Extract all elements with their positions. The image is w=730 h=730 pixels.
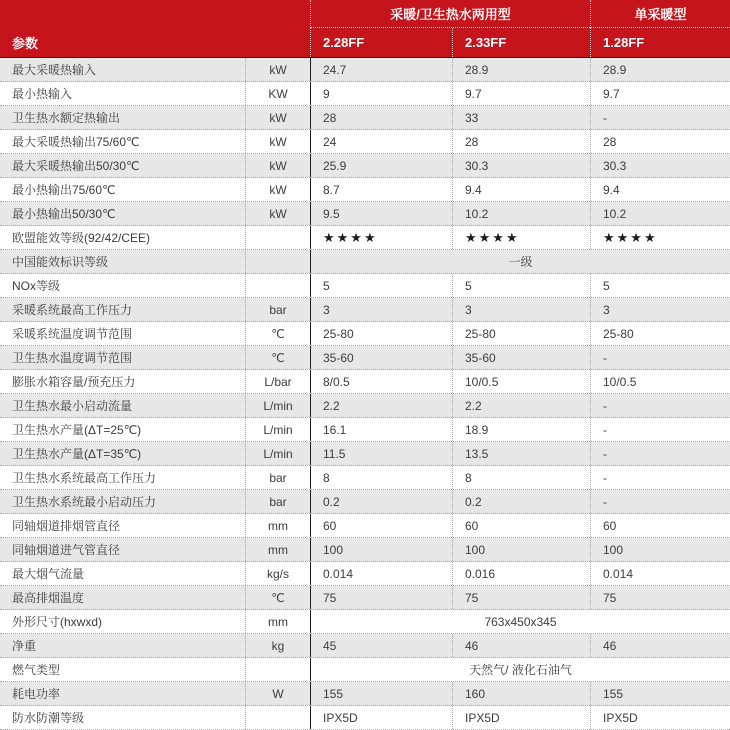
- spec-value: 9: [310, 82, 452, 105]
- unit-label: mm: [245, 538, 310, 561]
- spec-value: 60: [452, 514, 590, 537]
- param-label: 防水防潮等级: [12, 711, 85, 725]
- unit-label: ℃: [245, 322, 310, 345]
- spec-value: 46: [452, 634, 590, 657]
- param-label: 同轴烟道排烟管直径: [12, 519, 121, 533]
- spec-value: 0.016: [452, 562, 590, 585]
- spec-value: ★★★★: [590, 226, 730, 249]
- spec-row: [0, 346, 730, 370]
- model-header-2-33ff: 2.33FF: [452, 28, 590, 57]
- spec-value: 100: [452, 538, 590, 561]
- spec-value: 35-60: [452, 346, 590, 369]
- param-label: 最小热输入: [12, 87, 73, 101]
- spec-value: 13.5: [452, 442, 590, 465]
- param-label: 卫生热水额定热输出: [12, 111, 121, 125]
- param-label: 卫生热水系统最小启动压力: [12, 495, 157, 509]
- spec-value: 24: [310, 130, 452, 153]
- param-label: 采暖系统最高工作压力: [12, 303, 133, 317]
- unit-label: kg/s: [245, 562, 310, 585]
- spec-value: 9.7: [590, 82, 730, 105]
- spec-value: -: [590, 346, 730, 369]
- spec-row: [0, 82, 730, 106]
- unit-label: [245, 658, 310, 681]
- spec-value: 100: [310, 538, 452, 561]
- unit-label: KW: [245, 82, 310, 105]
- spec-value: 75: [590, 586, 730, 609]
- spec-value: IPX5D: [590, 706, 730, 729]
- spec-value: 10.2: [452, 202, 590, 225]
- spec-value: 0.2: [452, 490, 590, 513]
- param-column-header: 参数: [12, 36, 39, 51]
- spec-value-spanned: 天然气/ 液化石油气: [310, 658, 730, 681]
- param-label: 同轴烟道进气管直径: [12, 543, 121, 557]
- spec-value: 10/0.5: [590, 370, 730, 393]
- unit-label: kW: [245, 58, 310, 81]
- spec-row: [0, 514, 730, 538]
- unit-label: kW: [245, 154, 310, 177]
- unit-label: L/min: [245, 418, 310, 441]
- spec-value: -: [590, 490, 730, 513]
- spec-row: [0, 586, 730, 610]
- param-label: 卫生热水产量(ΔT=35℃): [12, 447, 142, 461]
- unit-label: ℃: [245, 586, 310, 609]
- unit-label: [245, 706, 310, 729]
- param-label: 燃气类型: [12, 663, 61, 677]
- spec-value: 9.5: [310, 202, 452, 225]
- spec-value: 28: [310, 106, 452, 129]
- spec-value: 3: [452, 298, 590, 321]
- param-label: 净重: [12, 639, 37, 653]
- param-label: 膨胀水箱容量/预充压力: [12, 375, 136, 389]
- unit-label: [245, 250, 310, 273]
- unit-label: L/bar: [245, 370, 310, 393]
- spec-value-spanned: 一级: [310, 250, 730, 273]
- spec-value: 8: [452, 466, 590, 489]
- spec-value: 28: [590, 130, 730, 153]
- spec-row: [0, 130, 730, 154]
- spec-value: 30.3: [590, 154, 730, 177]
- spec-value: 11.5: [310, 442, 452, 465]
- spec-row: [0, 250, 730, 274]
- spec-value: -: [590, 466, 730, 489]
- unit-label: W: [245, 682, 310, 705]
- spec-value: 9.4: [590, 178, 730, 201]
- spec-value: IPX5D: [452, 706, 590, 729]
- spec-row: [0, 490, 730, 514]
- unit-label: [245, 226, 310, 249]
- spec-value: 60: [590, 514, 730, 537]
- spec-row: [0, 706, 730, 730]
- spec-row: [0, 610, 730, 634]
- spec-row: [0, 226, 730, 250]
- spec-value: 25-80: [452, 322, 590, 345]
- spec-row: [0, 106, 730, 130]
- spec-value: 25-80: [590, 322, 730, 345]
- unit-label: bar: [245, 466, 310, 489]
- param-label: 最大采暖热输出75/60℃: [12, 135, 140, 149]
- spec-value: 5: [310, 274, 452, 297]
- table-body: [0, 57, 730, 730]
- spec-value: 35-60: [310, 346, 452, 369]
- table-header: [0, 0, 730, 57]
- spec-value: 25-80: [310, 322, 452, 345]
- spec-value: 30.3: [452, 154, 590, 177]
- spec-row: [0, 466, 730, 490]
- spec-value: 33: [452, 106, 590, 129]
- spec-value: 8/0.5: [310, 370, 452, 393]
- spec-value: ★★★★: [310, 226, 452, 249]
- spec-row: [0, 298, 730, 322]
- spec-value: 100: [590, 538, 730, 561]
- unit-label: ℃: [245, 346, 310, 369]
- spec-row: [0, 322, 730, 346]
- spec-value-spanned: 763x450x345: [310, 610, 730, 633]
- spec-value: 10.2: [590, 202, 730, 225]
- spec-row: [0, 658, 730, 682]
- model-header-2-28ff: 2.28FF: [310, 28, 452, 57]
- spec-value: 155: [310, 682, 452, 705]
- param-label: 最大烟气流量: [12, 567, 85, 581]
- spec-value: 0.014: [310, 562, 452, 585]
- model-header-1-28ff: 1.28FF: [590, 28, 730, 57]
- spec-value: 75: [310, 586, 452, 609]
- spec-value: -: [590, 106, 730, 129]
- spec-value: 24.7: [310, 58, 452, 81]
- spec-value: -: [590, 442, 730, 465]
- spec-value: 3: [310, 298, 452, 321]
- spec-value: 75: [452, 586, 590, 609]
- spec-value: 5: [590, 274, 730, 297]
- spec-value: -: [590, 418, 730, 441]
- spec-value: 9.7: [452, 82, 590, 105]
- spec-row: [0, 442, 730, 466]
- spec-value: 10/0.5: [452, 370, 590, 393]
- spec-value: 160: [452, 682, 590, 705]
- param-label: 卫生热水产量(ΔT=25℃): [12, 423, 142, 437]
- spec-row: [0, 202, 730, 226]
- param-label: 最小热输出50/30℃: [12, 207, 116, 221]
- param-label: 最大采暖热输出50/30℃: [12, 159, 140, 173]
- column-group-combi: 采暖/卫生热水两用型: [310, 0, 590, 28]
- unit-label: kW: [245, 130, 310, 153]
- spec-value: 5: [452, 274, 590, 297]
- spec-value: 28: [452, 130, 590, 153]
- spec-value: 8: [310, 466, 452, 489]
- param-label: 耗电功率: [12, 687, 61, 701]
- param-label: NOx等级: [12, 279, 61, 293]
- spec-value: 0.014: [590, 562, 730, 585]
- param-label: 中国能效标识等级: [12, 255, 109, 269]
- unit-label: kW: [245, 178, 310, 201]
- spec-value: 3: [590, 298, 730, 321]
- unit-label: bar: [245, 298, 310, 321]
- param-label: 最大采暖热输入: [12, 63, 97, 77]
- spec-row: [0, 682, 730, 706]
- spec-row: [0, 634, 730, 658]
- spec-value: IPX5D: [310, 706, 452, 729]
- spec-value: 2.2: [310, 394, 452, 417]
- spec-row: [0, 178, 730, 202]
- spec-value: 0.2: [310, 490, 452, 513]
- spec-value: 155: [590, 682, 730, 705]
- unit-label: L/min: [245, 394, 310, 417]
- unit-label: mm: [245, 610, 310, 633]
- spec-value: -: [590, 394, 730, 417]
- param-label: 欧盟能效等级(92/42/CEE): [12, 231, 151, 245]
- spec-value: 60: [310, 514, 452, 537]
- header-blank-cell: [0, 0, 310, 28]
- param-label: 最小热输出75/60℃: [12, 183, 116, 197]
- unit-label: kg: [245, 634, 310, 657]
- spec-value: 18.9: [452, 418, 590, 441]
- param-label: 外形尺寸(hxwxd): [12, 615, 103, 629]
- unit-label: [245, 274, 310, 297]
- spec-value: 8.7: [310, 178, 452, 201]
- spec-row: [0, 274, 730, 298]
- spec-value: 28.9: [590, 58, 730, 81]
- column-group-heating-only: 单采暖型: [590, 0, 730, 28]
- unit-label: kW: [245, 106, 310, 129]
- header-group-row: [0, 0, 730, 28]
- spec-row: [0, 58, 730, 82]
- spec-row: [0, 562, 730, 586]
- spec-value: 46: [590, 634, 730, 657]
- param-label: 卫生热水系统最高工作压力: [12, 471, 157, 485]
- spec-value: 25.9: [310, 154, 452, 177]
- spec-row: [0, 418, 730, 442]
- unit-label: L/min: [245, 442, 310, 465]
- spec-row: [0, 370, 730, 394]
- spec-row: [0, 154, 730, 178]
- spec-value: 2.2: [452, 394, 590, 417]
- spec-value: ★★★★: [452, 226, 590, 249]
- param-label: 采暖系统温度调节范围: [12, 327, 133, 341]
- param-label: 卫生热水最小启动流量: [12, 399, 133, 413]
- spec-value: 45: [310, 634, 452, 657]
- spec-value: 28.9: [452, 58, 590, 81]
- unit-label: bar: [245, 490, 310, 513]
- unit-label: mm: [245, 514, 310, 537]
- param-label: 最高排烟温度: [12, 591, 85, 605]
- spec-value: 16.1: [310, 418, 452, 441]
- spec-row: [0, 538, 730, 562]
- param-label: 卫生热水温度调节范围: [12, 351, 133, 365]
- spec-row: [0, 394, 730, 418]
- unit-label: kW: [245, 202, 310, 225]
- header-model-row: [0, 28, 730, 57]
- spec-value: 9.4: [452, 178, 590, 201]
